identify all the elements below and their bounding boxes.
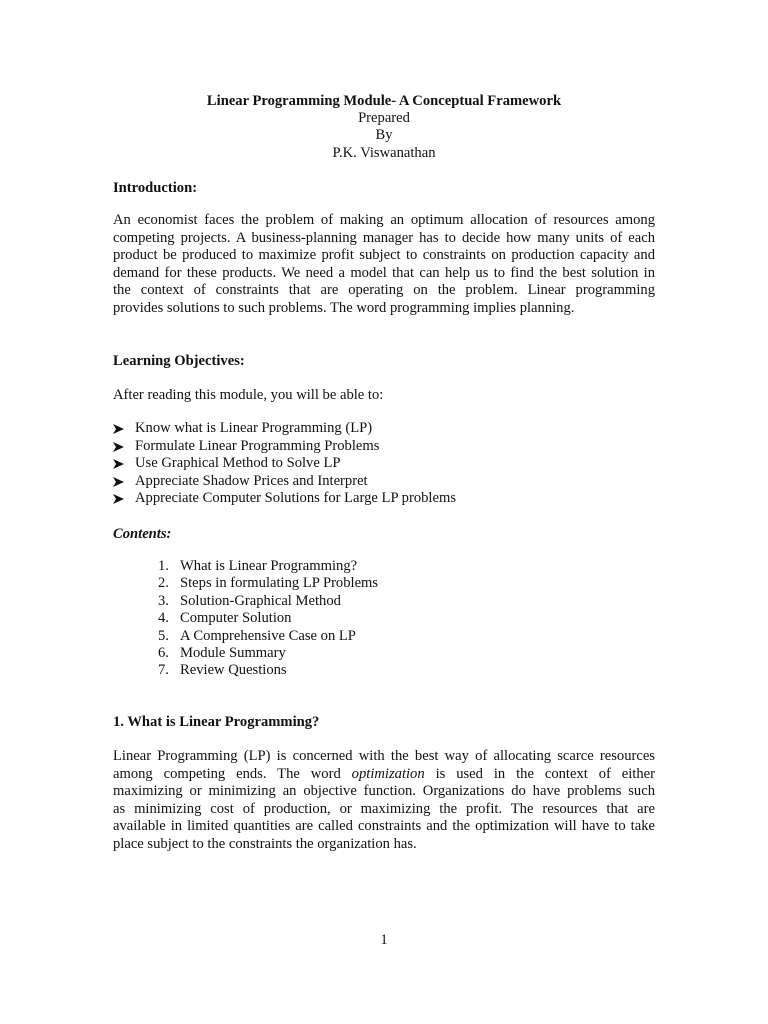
introduction-line: competing projects. A business-planning manager has to decide how many units of each bbox=[113, 229, 655, 246]
list-item bbox=[158, 662, 378, 679]
arrow-bullet-icon bbox=[113, 442, 124, 452]
by-label: By bbox=[375, 127, 393, 143]
arrow-bullet-icon bbox=[113, 477, 124, 487]
objectives-heading: Learning Objectives: bbox=[113, 353, 245, 369]
list-item bbox=[113, 420, 456, 438]
objectives-list bbox=[113, 420, 456, 508]
item-number: 7. bbox=[158, 662, 169, 679]
objective-text: Appreciate Shadow Prices and Interpret bbox=[135, 472, 368, 489]
introduction-line: the context of constraints that are operating on the problem. Linear programming bbox=[113, 282, 655, 299]
section1-line2-after: is used in the context of either bbox=[435, 765, 655, 782]
item-text: Computer Solution bbox=[180, 610, 292, 627]
introduction-line: An economist faces the problem of making an optimum allocation of resources among bbox=[113, 212, 655, 228]
objectives-intro: After reading this module, you will be able to: bbox=[113, 387, 384, 403]
section1-line: maximizing or minimizing an objective function. Organizations do have problems such bbox=[113, 783, 655, 800]
objective-text: Use Graphical Method to Solve LP bbox=[135, 455, 341, 471]
item-number: 1. bbox=[158, 558, 169, 574]
list-item bbox=[113, 455, 456, 473]
item-number: 5. bbox=[158, 627, 169, 644]
list-item bbox=[113, 490, 456, 508]
arrow-bullet-icon bbox=[113, 424, 124, 434]
arrow-bullet-icon bbox=[113, 494, 124, 504]
item-number: 2. bbox=[158, 575, 169, 592]
section1-line2-before: among competing ends. The word bbox=[113, 765, 341, 782]
list-item bbox=[158, 558, 378, 575]
list-item bbox=[158, 645, 378, 662]
objective-text: Formulate Linear Programming Problems bbox=[135, 437, 380, 454]
arrow-bullet-icon bbox=[113, 459, 124, 469]
item-text: Review Questions bbox=[180, 662, 287, 679]
list-item bbox=[158, 593, 378, 610]
introduction-line: provides solutions to such problems. The word programming implies planning. bbox=[113, 299, 575, 316]
objective-text: Know what is Linear Programming (LP) bbox=[135, 420, 373, 436]
list-item bbox=[158, 610, 378, 627]
section1-line: available in limited quantities are called constraints and the optimization will have to take bbox=[113, 818, 655, 835]
page-number: 1 bbox=[380, 932, 388, 948]
section1-line: place subject to the constraints the organization has. bbox=[113, 835, 417, 852]
section1-paragraph bbox=[113, 748, 655, 854]
list-item bbox=[158, 575, 378, 592]
item-text: Solution-Graphical Method bbox=[180, 592, 341, 609]
introduction-line: product be produced to maximize profit subject to constraints on production capacity and bbox=[113, 247, 655, 264]
section1-heading: 1. What is Linear Programming? bbox=[113, 714, 320, 730]
item-number: 3. bbox=[158, 592, 169, 609]
section1-line: Linear Programming (LP) is concerned with the best way of allocating scarce resources bbox=[113, 748, 655, 764]
item-text: What is Linear Programming? bbox=[180, 558, 358, 574]
item-number: 6. bbox=[158, 644, 169, 661]
section1-line bbox=[113, 766, 655, 784]
contents-list bbox=[158, 558, 378, 680]
item-text: Steps in formulating LP Problems bbox=[180, 575, 379, 592]
section1-line: as minimizing cost of production, or maximizing the profit. The resources that are bbox=[113, 800, 655, 817]
item-text: Module Summary bbox=[180, 644, 286, 661]
prepared-label: Prepared bbox=[358, 110, 410, 126]
introduction-paragraph bbox=[113, 212, 655, 318]
introduction-line: demand for these products. We need a model that can help us to find the best solution in bbox=[113, 264, 655, 281]
list-item bbox=[113, 438, 456, 456]
list-item bbox=[113, 473, 456, 491]
item-number: 4. bbox=[158, 610, 169, 627]
objective-text: Appreciate Computer Solutions for Large LP problems bbox=[135, 490, 456, 506]
introduction-heading: Introduction: bbox=[113, 180, 198, 196]
item-text: A Comprehensive Case on LP bbox=[180, 627, 356, 644]
document-title: Linear Programming Module- A Conceptual Framework bbox=[206, 93, 562, 109]
optimization-emphasis: optimization bbox=[351, 765, 425, 782]
author-name: P.K. Viswanathan bbox=[332, 145, 436, 161]
list-item bbox=[158, 628, 378, 645]
contents-heading: Contents: bbox=[113, 526, 172, 542]
